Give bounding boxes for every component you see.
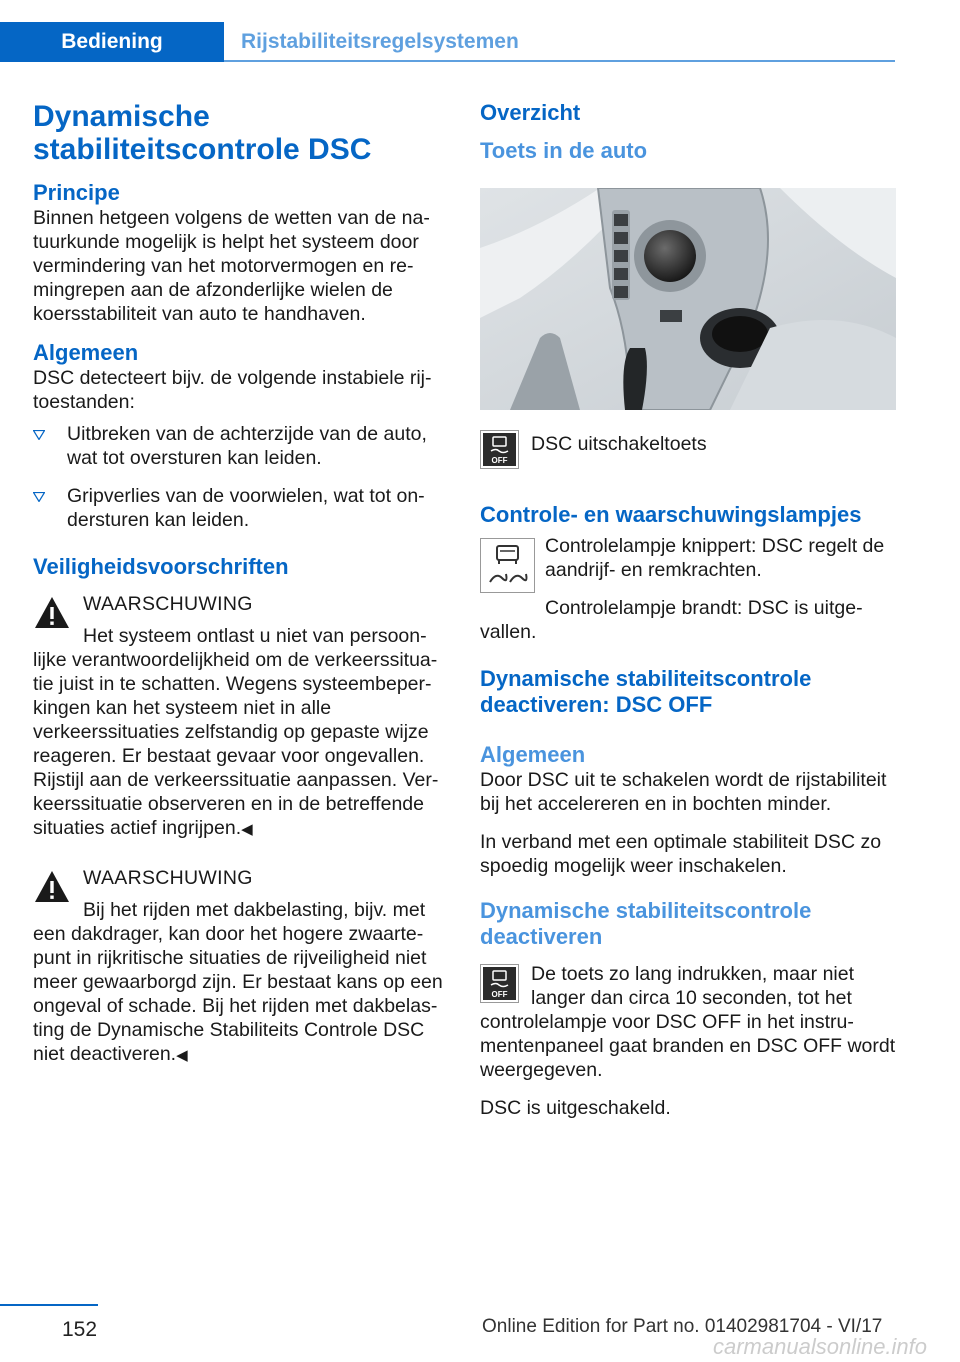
algemeen-text-1: Door DSC uit te schakelen wordt de rijstabiliteit bij het accelereren en in bochten minder. — [480, 769, 887, 815]
page-header — [0, 22, 895, 62]
section-title: Dynamische stabiliteitscontrole DSC — [33, 100, 372, 166]
algemeen-heading: Algemeen — [33, 340, 139, 365]
algemeen-text: DSC detecteert bijv. de volgende instabiele rijtoestanden: — [33, 367, 432, 413]
tab-bediening[interactable]: Bediening — [0, 22, 224, 62]
button-heading: Toets in de auto — [480, 138, 648, 163]
warning-block — [33, 592, 449, 842]
right-column — [480, 100, 896, 1120]
page-number: 152 — [62, 1318, 98, 1341]
header-rule — [224, 60, 895, 62]
end-mark: ◀ — [241, 821, 253, 838]
off-label: OFF — [491, 990, 508, 999]
warning-block — [33, 866, 449, 1068]
watermark: carmanualsonline.info — [713, 1334, 928, 1359]
off-label: OFF — [491, 456, 508, 465]
center-console-photo — [480, 188, 896, 410]
warning-triangle-icon — [33, 868, 71, 906]
dsc-off-caption-row — [480, 428, 896, 478]
end-mark: ◀ — [176, 1047, 188, 1064]
algemeen-text-2: In verband met een optimale stabiliteit DSC zo spoedig mogelijk weer inschakelen. — [480, 831, 882, 877]
algemeen-heading-right: Algemeen — [480, 742, 586, 767]
lamps-heading: Controle- en waarschuwingslampjes — [480, 502, 862, 527]
footer-rule — [0, 1304, 98, 1306]
deactivate-subheading: Dynamische stabiliteitscontrole deactiveren — [480, 898, 812, 949]
tab-rijstabiliteitsregelsystemen[interactable]: Rijstabiliteitsregelsystemen — [241, 30, 519, 53]
safety-heading: Veiligheidsvoorschriften — [33, 554, 289, 579]
warning-triangle-icon — [33, 594, 71, 632]
button-caption: DSC uitschakeltoets — [531, 433, 707, 455]
deactivate-row — [480, 962, 896, 1082]
warning-text: Het systeem ontlast u niet van persoonlijke verantwoordelijkheid om de verkeerssituatie juist in te schatten. Wegens systeembeperkingen kan het systeem niet in alle verkeerssituaties zelfstandig op gepaste wijze reageren. Er bestaat gevaar voor ongevallen. Rijstijl aan de verkeerssituatie aanpassen. Verkeerssituatie observeren en in de betreffende situaties actief ingrijpen. — [33, 625, 439, 839]
lamp-row — [480, 534, 896, 644]
dsc-off-icon — [480, 430, 519, 469]
warning-text: Bij het rijden met dakbelasting, bijv. met een dakdrager, kan door het hogere zwaartepunt in rijkritische situaties de rijveiligheid niet meer gewaarborgd zijn. Er bestaat kans op een ongeval of schade. Bij het rijden met dakbelasting de Dynamische Stabiliteits Controle DSC niet deactiveren. — [33, 899, 443, 1065]
list-item — [33, 484, 449, 532]
deactivate-text: De toets zo lang indrukken, maar niet langer dan circa 10 seconden, tot het controlelampje voor DSC OFF in het instrumentenpaneel gaat branden en DSC OFF wordt weergegeven. — [480, 963, 896, 1081]
list-item — [33, 422, 449, 470]
deactivate-result: DSC is uitgeschakeld. — [480, 1097, 671, 1119]
deactivate-heading: Dynamische stabiliteitscontrole deactiveren: DSC OFF — [480, 666, 812, 717]
lamp-text-on: Controlelampje brandt: DSC is uitgevallen. — [480, 597, 863, 643]
left-column — [33, 100, 449, 1068]
bullet-text: Uitbreken van de achterzijde van de auto, wat tot oversturen kan leiden. — [67, 423, 427, 469]
lamp-text-blinking: Controlelampje knippert: DSC regelt de aandrijf- en remkrachten. — [545, 535, 885, 581]
dsc-lamp-icon — [480, 538, 535, 593]
principe-heading: Principe — [33, 180, 120, 205]
edition-note: Online Edition for Part no. 01402981704 - VI/17 — [482, 1316, 883, 1337]
principe-text: Binnen hetgeen volgens de wetten van de natuurkunde mogelijk is helpt het systeem door vermindering van het motorvermogen en remingrepen aan de afzonderlijke wielen de koersstabiliteit van auto te handhaven. — [33, 207, 430, 325]
triangle-bullet-icon — [33, 430, 45, 440]
overview-heading: Overzicht — [480, 100, 581, 125]
triangle-bullet-icon — [33, 492, 45, 502]
warning-title: WAARSCHUWING — [83, 593, 253, 615]
warning-title: WAARSCHUWING — [83, 867, 253, 889]
dsc-off-icon — [480, 964, 519, 1003]
bullet-text: Gripverlies van de voorwielen, wat tot ondersturen kan leiden. — [67, 485, 425, 531]
